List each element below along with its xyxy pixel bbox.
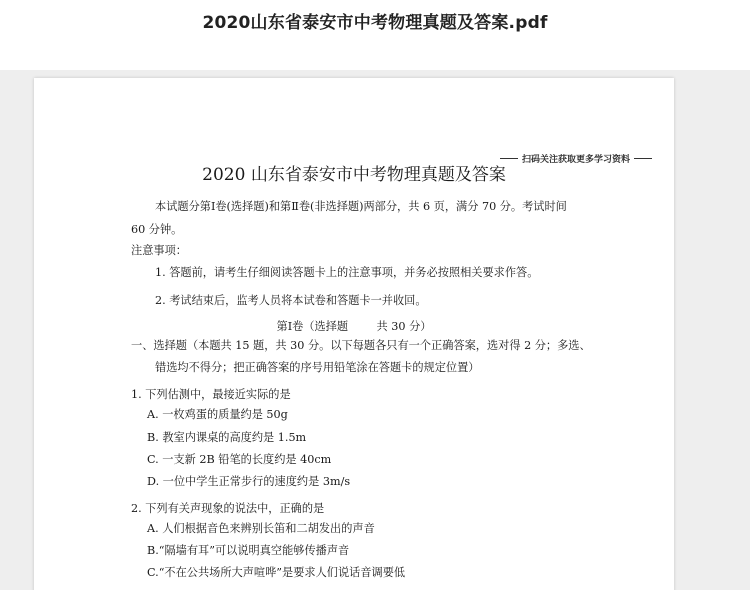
instruction-line: 一、选择题（本题共 15 题，共 30 分。以下每题各只有一个正确答案，选对得 2 分；多选、 bbox=[131, 339, 591, 352]
notice-label: 注意事项： bbox=[131, 244, 187, 257]
question-option: C. 一支新 2B 铅笔的长度约是 40cm bbox=[147, 453, 332, 466]
question-option: C.“不在公共场所大声喧哗”是要求人们说话音调要低 bbox=[147, 566, 406, 579]
pdf-viewer[interactable] bbox=[0, 70, 750, 590]
watermark-rule-right bbox=[634, 158, 652, 159]
pdf-page bbox=[34, 78, 674, 590]
question-option: B.“隔墙有耳”可以说明真空能够传播声音 bbox=[147, 544, 350, 557]
watermark-text: 扫码关注获取更多学习资料 bbox=[521, 155, 630, 165]
notice-item: 1. 答题前，请考生仔细阅读答题卡上的注意事项，并务必按照相关要求作答。 bbox=[155, 266, 539, 279]
question-stem: 1. 下列估测中，最接近实际的是 bbox=[131, 388, 291, 401]
question-option: B. 教室内课桌的高度约是 1.5m bbox=[147, 431, 307, 444]
exam-title: 2020 山东省泰安市中考物理真题及答案 bbox=[202, 165, 506, 185]
question-option: A. 人们根据音色来辨别长笛和二胡发出的声音 bbox=[147, 522, 375, 535]
question-option: A. 一枚鸡蛋的质量约是 50g bbox=[147, 408, 288, 421]
section-heading: 第Ⅰ卷（选择题 共 30 分） bbox=[276, 320, 432, 333]
instruction-line: 错选均不得分；把正确答案的序号用铅笔涂在答题卡的规定位置） bbox=[155, 361, 480, 374]
document-title: 2020山东省泰安市中考物理真题及答案.pdf bbox=[202, 13, 548, 33]
intro-line: 60 分钟。 bbox=[131, 223, 183, 236]
question-option: D. 一位中学生正常步行的速度约是 3m/s bbox=[147, 475, 351, 488]
question-stem: 2. 下列有关声现象的说法中，正确的是 bbox=[131, 502, 325, 515]
title-bar bbox=[0, 0, 750, 70]
notice-item: 2. 考试结束后，监考人员将本试卷和答题卡一并收回。 bbox=[155, 294, 427, 307]
watermark-rule-left bbox=[500, 158, 518, 159]
intro-line: 本试题分第Ⅰ卷(选择题)和第Ⅱ卷(非选择题)两部分，共 6 页，满分 70 分。考试时间 bbox=[155, 200, 567, 213]
